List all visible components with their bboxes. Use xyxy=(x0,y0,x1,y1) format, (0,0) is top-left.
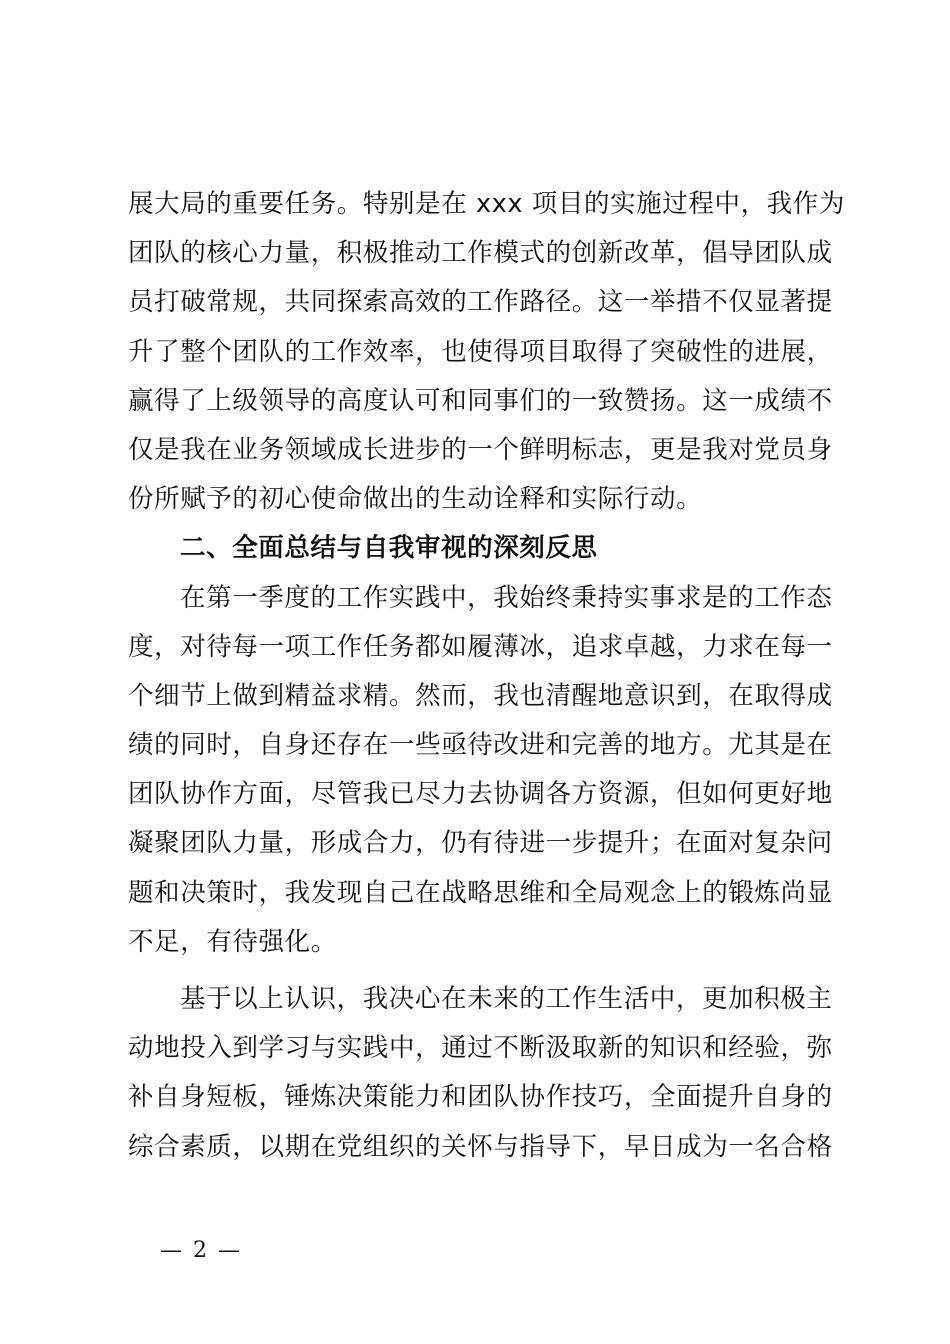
text-line: 团队的核心力量，积极推动工作模式的创新改革，倡导团队成 xyxy=(128,238,833,269)
text-line: 补自身短板，锤炼决策能力和团队协作技巧，全面提升自身的 xyxy=(128,1082,833,1113)
text-line: 赢得了上级领导的高度认可和同事们的一致赞扬。这一成绩不 xyxy=(128,385,833,416)
text-line: 绩的同时，自身还存在一些亟待改进和完善的地方。尤其是在 xyxy=(128,730,833,761)
page-number: — 2 — xyxy=(160,1238,242,1263)
text-line: 员打破常规，共同探索高效的工作路径。这一举措不仅显著提 xyxy=(128,287,833,318)
paragraph-continuation xyxy=(128,180,845,524)
text-line: 综合素质，以期在党组织的关怀与指导下，早日成为一名合格 xyxy=(128,1131,833,1162)
text-line: 题和决策时，我发现自己在战略思维和全局观念上的锻炼尚显 xyxy=(128,877,833,908)
text-line: 凝聚团队力量，形成合力，仍有待进一步提升；在面对复杂问 xyxy=(128,828,833,859)
document-body xyxy=(128,180,845,1172)
text-line: 展大局的重要任务。特别是在 xxx 项目的实施过程中，我作为 xyxy=(128,189,845,219)
text-line: 仅是我在业务领域成长进步的一个鲜明标志，更是我对党员身 xyxy=(128,434,833,465)
text-line: 不足，有待强化。 xyxy=(128,926,337,957)
text-line: 升了整个团队的工作效率，也使得项目取得了突破性的进展， xyxy=(128,336,833,367)
text-line: 团队协作方面，尽管我已尽力去协调各方资源，但如何更好地 xyxy=(128,779,833,810)
text-line: 个细节上做到精益求精。然而，我也清醒地意识到，在取得成 xyxy=(128,680,833,711)
text-line: 动地投入到学习与实践中，通过不断汲取新的知识和经验，弥 xyxy=(128,1033,833,1064)
paragraph-gap xyxy=(128,967,833,975)
text-line: 份所赋予的初心使命做出的生动诠释和实际行动。 xyxy=(128,484,703,515)
text-line: 在第一季度的工作实践中，我始终秉持实事求是的工作态 xyxy=(180,582,833,613)
paragraph-reflection xyxy=(128,574,833,968)
text-line: 基于以上认识，我决心在未来的工作生活中，更加积极主 xyxy=(180,984,833,1014)
text-line: 度，对待每一项工作任务都如履薄冰，追求卓越，力求在每一 xyxy=(128,631,833,662)
paragraph-resolution xyxy=(128,975,833,1172)
section-heading: 二、全面总结与自我审视的深刻反思 xyxy=(180,533,598,564)
